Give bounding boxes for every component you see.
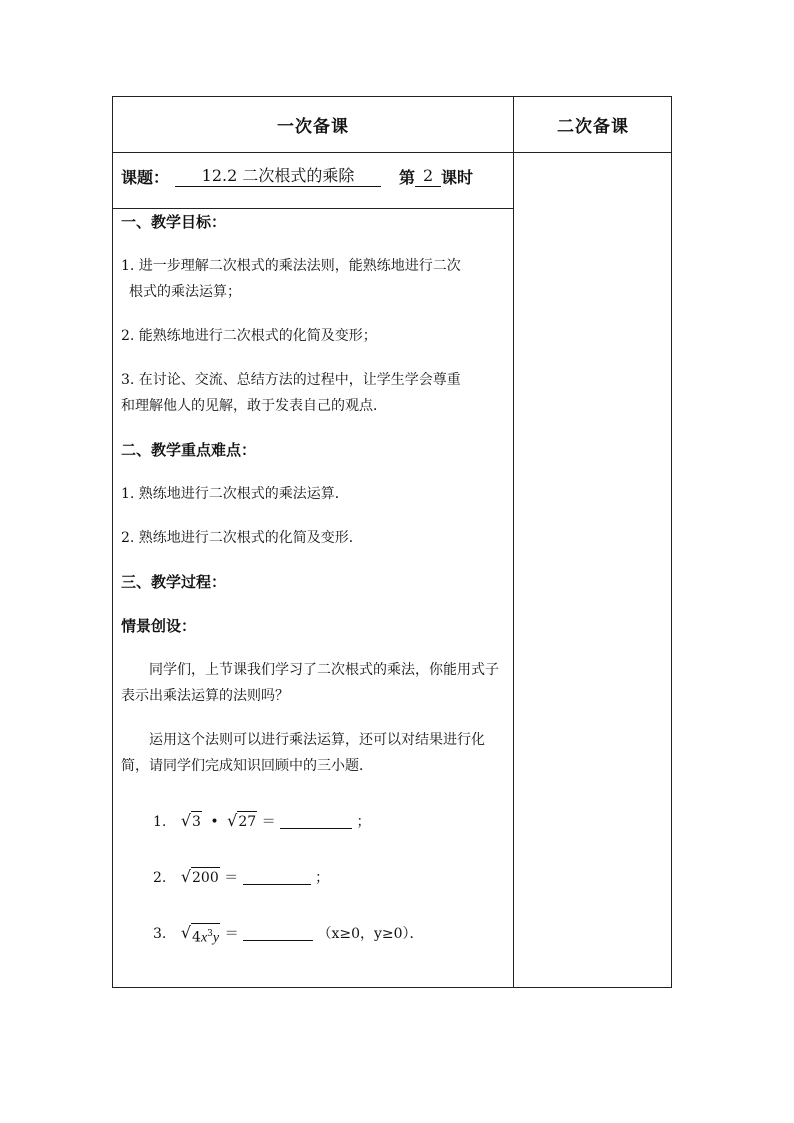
lesson-plan-table bbox=[112, 96, 672, 988]
header-divider bbox=[113, 152, 671, 153]
keypoint-1: 1. 熟练地进行二次根式的乘法运算． bbox=[121, 486, 349, 502]
exercise-2 bbox=[121, 865, 507, 891]
equals-sign: ＝ bbox=[224, 870, 239, 886]
session-suffix: 课时 bbox=[441, 167, 474, 187]
objective-2: 2. 能熟练地进行二次根式的化简及变形； bbox=[121, 328, 377, 344]
answer-blank[interactable] bbox=[280, 812, 352, 829]
column-divider bbox=[513, 97, 514, 987]
sqrt-3: √ 3 bbox=[180, 811, 201, 830]
objective-3-line2: 和理解他人的见解，敢于发表自己的观点． bbox=[121, 398, 387, 414]
second-prep-header: 二次备课 bbox=[557, 117, 629, 137]
paragraph-1: 同学们，上节课我们学习了二次根式的乘法，你能用式子表示出乘法运算的法则吗？ bbox=[121, 662, 499, 704]
lesson-content bbox=[121, 209, 507, 949]
equals-sign: ＝ bbox=[261, 814, 276, 830]
equals-sign: ＝ bbox=[224, 926, 239, 942]
exercise-3 bbox=[121, 921, 507, 949]
sqrt-4x3y: √ $4x^3y$ bbox=[181, 923, 220, 949]
keypoints-heading: 二、教学重点难点： bbox=[121, 441, 257, 459]
objectives-heading: 一、教学目标： bbox=[121, 213, 227, 231]
exercise-number: 1. bbox=[153, 814, 167, 830]
objective-1-line2: 根式的乘法运算； bbox=[129, 284, 241, 300]
sqrt-200: √ 200 bbox=[180, 867, 219, 886]
session-number: 2 bbox=[415, 166, 441, 187]
paragraph-2: 运用这个法则可以进行乘法运算，还可以对结果进行化简，请同学们完成知识回顾中的三小题． bbox=[121, 732, 485, 774]
answer-blank[interactable] bbox=[243, 924, 313, 941]
objective-1-line1: 1. 进一步理解二次根式的乘法法则，能熟练地进行二次 bbox=[121, 258, 461, 274]
scenario-heading: 情景创设： bbox=[121, 617, 197, 635]
exercise-number: 3. bbox=[153, 926, 167, 942]
punctuation: ； bbox=[356, 814, 371, 830]
sqrt-27: √ 27 bbox=[227, 811, 257, 830]
punctuation: ； bbox=[315, 870, 330, 886]
lesson-topic-row bbox=[121, 161, 506, 191]
dot-operator: • bbox=[210, 814, 219, 830]
first-prep-header: 一次备课 bbox=[277, 117, 349, 137]
domain-condition: （x≥0，y≥0）． bbox=[317, 926, 424, 942]
process-heading: 三、教学过程： bbox=[121, 573, 227, 591]
objective-3-line1: 3. 在讨论、交流、总结方法的过程中，让学生学会尊重 bbox=[121, 372, 461, 388]
topic-label: 课题： bbox=[121, 167, 170, 187]
answer-blank[interactable] bbox=[243, 868, 311, 885]
exercise-number: 2. bbox=[153, 870, 167, 886]
topic-title: 12.2 二次根式的乘除 bbox=[175, 166, 381, 187]
session-prefix: 第 bbox=[399, 167, 416, 187]
keypoint-2: 2. 熟练地进行二次根式的化简及变形． bbox=[121, 530, 363, 546]
exercise-1 bbox=[121, 809, 507, 835]
